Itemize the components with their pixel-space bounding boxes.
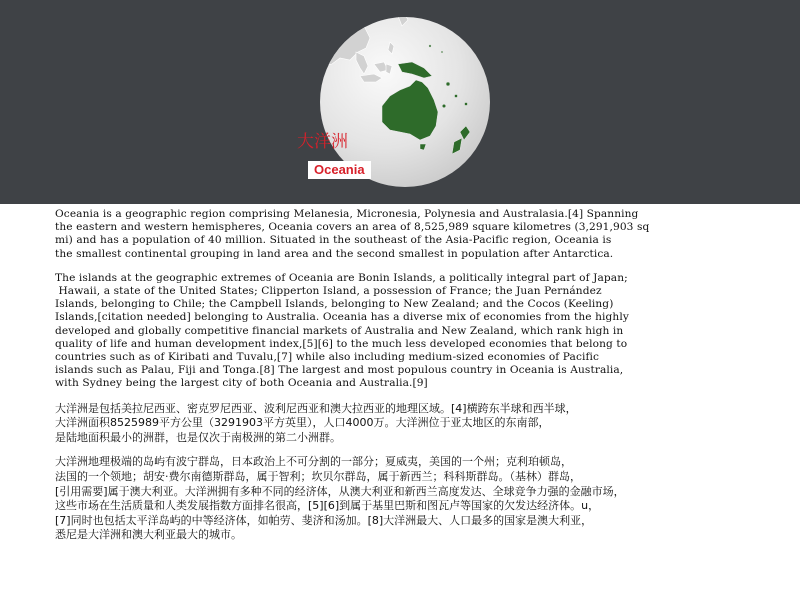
chinese-paragraph-1: 大洋洲是包括美拉尼西亚、密克罗尼西亚、波利尼西亚和澳大拉西亚的地理区域。[4]横跨东半球和西半球， 大洋洲面积8525989平方公里（3291903平方英里），人口4000万。大洋洲位于亚太地区的东南部， 是陆地面积最小的洲群，也是仅次于南极洲的第二小洲群。 bbox=[55, 401, 577, 444]
marshall-islands bbox=[441, 51, 443, 53]
article-content bbox=[55, 208, 785, 553]
header-banner bbox=[0, 0, 800, 204]
fiji-islands bbox=[464, 102, 467, 105]
english-paragraph-1: Oceania is a geographic region comprising Melanesia, Micronesia, Polynesia and Australasia.[4] Spanning the eastern and western hemispheres, Oceania covers an area of 8,525,989 square kilometres (3,291,903 sq mi) and has a population of 40 million. Situated in the southeast of the Asia-Pacific region, Oceania is the smallest continental grouping in land area and the second smallest in population after Antarctica. bbox=[55, 208, 650, 260]
micronesia-islands bbox=[429, 45, 431, 47]
chinese-paragraph-2: 大洋洲地理极端的岛屿有波宁群岛，日本政治上不可分割的一部分；夏威夷，美国的一个州；克利珀顿岛， 法国的一个领地；胡安·费尔南德斯群岛，属于智利；坎贝尔群岛，属于新西兰；科科斯群岛。（基林）群岛， [引用需要]属于澳大利亚。大洋洲拥有多种不同的经济体，从澳大利亚和新西兰高度发达、全球竞争力强的金融市场， 这些市场在生活质量和人类发展指数方面排名很高，[5][6]到属于基里巴斯和图瓦卢等国家的欠发达经济体。u， [7]同时也包括太平洋岛屿的中等经济体，如帕劳、斐济和汤加。[8]大洋洲最大、人口最多的国家是澳大利亚， 悉尼是大洋洲和澳大利亚最大的城市。 bbox=[55, 455, 625, 542]
new-caledonia-island bbox=[442, 104, 446, 108]
region-title-chinese: 大洋洲 bbox=[297, 132, 348, 152]
solomon-islands bbox=[446, 82, 450, 86]
vanuatu-islands bbox=[454, 94, 457, 97]
english-paragraph-2: The islands at the geographic extremes of Oceania are Bonin Islands, a politically integral part of Japan; Hawaii, a state of the United States; Clipperton Island, a possession of France; the Juan Pernández Islands, belonging to Chile; the Campbell Islands, belonging to New Zealand; and the Cocos (Keeling) Islands,[citation needed] belonging to Australia. Oceania has a diverse mix of economies from the highly developed and globally competitive financial markets of Australia and New Zealand, which rank high in quality of life and human development index,[5][6] to the much less developed economies that belong to countries such as of Kiribati and Tuvalu,[7] while also including medium-sized economies of Pacific islands such as Palau, Fiji and Tonga.[8] The largest and most populous country in Oceania is Australia, with Sydney being the largest city of both Oceania and Australia.[9] bbox=[55, 271, 629, 390]
region-title-english: Oceania bbox=[308, 161, 371, 179]
